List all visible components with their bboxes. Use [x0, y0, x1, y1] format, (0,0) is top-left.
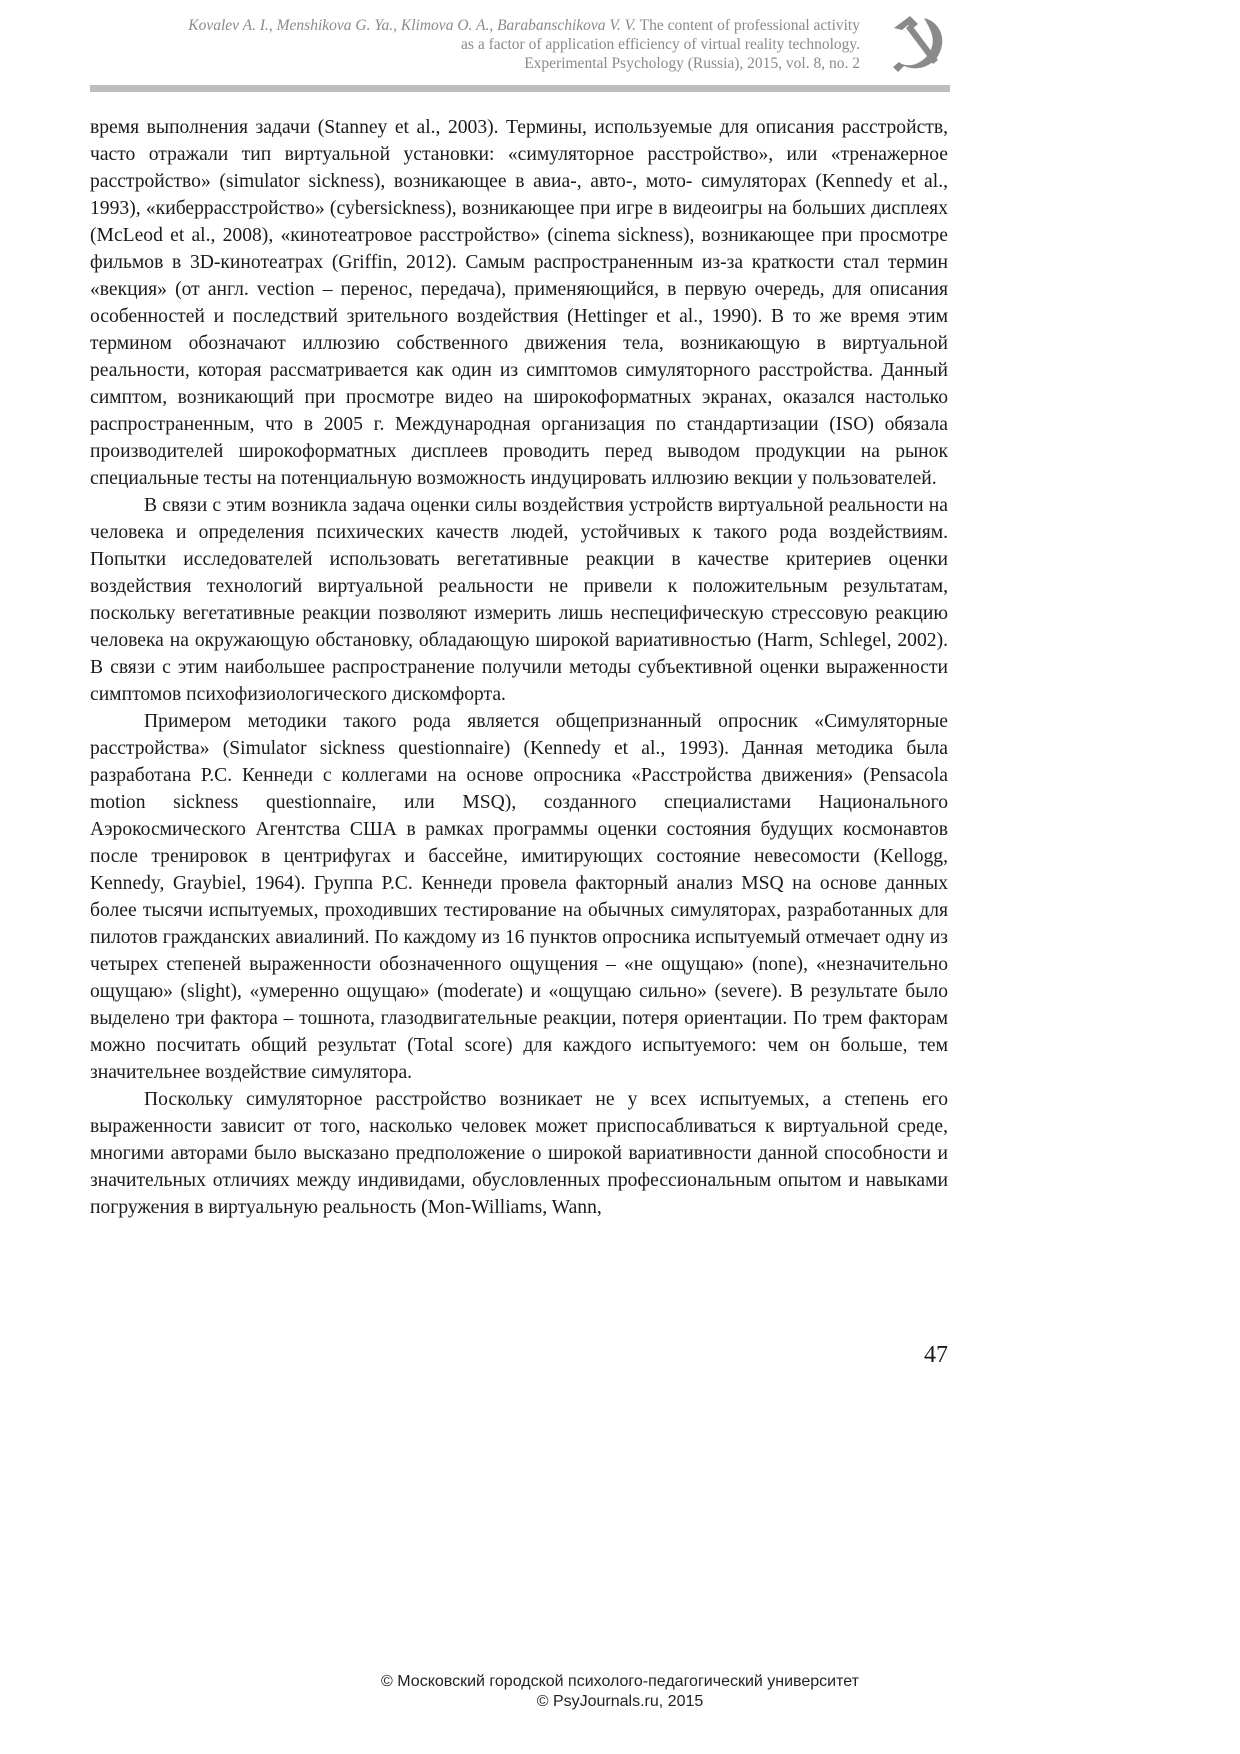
page-number: 47 [924, 1342, 948, 1368]
footer-line-1: © Московский городской психолого-педагогический университет [381, 1673, 859, 1690]
header-title-line-1: The content of professional activity [639, 17, 860, 34]
footer-line-2: © PsyJournals.ru, 2015 [536, 1693, 704, 1710]
article-body [90, 114, 948, 1221]
header-citation [188, 16, 860, 73]
paragraph-2: В связи с этим возникла задача оценки силы воздействия устройств виртуальной реальности на человека и определения психических качеств людей, устойчивых к такого рода воздействиям. Попытки исследователей использовать вегетативные реакции в качестве критериев оценки воздействия технологий виртуальной реальности не привели к положительным результатам, поскольку вегетативные реакции позволяют измерить лишь неспецифическую стрессовую реакцию человека на окружающую обстановку, обладающую широкой вариативностью (Harm, Schlegel, 2002). В связи с этим наибольшее распространение получили методы субъективной оценки выраженности симптомов психофизиологического дискомфорта. [90, 495, 948, 705]
header-rule [90, 85, 950, 92]
paragraph-1: время выполнения задачи (Stanney et al., 2003). Термины, используемые для описания расстройств, часто отражали тип виртуальной установки: «симуляторное расстройство», или «тренажерное расстройство» (simulator sickness), возникающее в авиа-, авто-, мото- симуляторах (Kennedy et al., 1993), «киберрасстройство» (cybersickness), возникающее при игре в видеоигры на больших дисплеях (McLeod et al., 2008), «кинотеатровое расстройство» (cinema sickness), возникающее при просмотре фильмов в 3D-кинотеатрах (Griffin, 2012). Самым распространенным из-за краткости стал термин «векция» (от англ. vection – перенос, передача), применяющийся, в первую очередь, для описания особенностей и последствий зрительного воздействия (Hettinger et al., 1990). В то же время этим термином обозначают иллюзию собственного движения тела, возникающую в виртуальной реальности, которая рассматривается как один из симптомов симуляторного расстройства. Данный симптом, возникающий при просмотре видео на широкоформатных экранах, оказался настолько распространенным, что в 2005 г. Международная организация по стандартизации (ISO) обязала производителей широкоформатных дисплеев проводить перед выводом продукции на рынок специальные тесты на потенциальную возможность индуцировать иллюзию векции у пользователей. [90, 117, 948, 489]
paragraph-4: Поскольку симуляторное расстройство возникает не у всех испытуемых, а степень его выраженности зависит от того, насколько человек может приспосабливаться к виртуальной среде, многими авторами было высказано предположение о широкой вариативности данной способности и значительных отличиях между индивидами, обусловленных профессиональным опытом и навыками погружения в виртуальную реальность (Mon-Williams, Wann, [90, 1089, 948, 1218]
running-header [90, 12, 950, 72]
header-journal: Experimental Psychology (Russia), 2015, vol. 8, no. 2 [524, 55, 860, 72]
header-authors: Kovalev A. I., Menshikova G. Ya., Klimova O. A., Barabanschikova V. V. [188, 17, 636, 34]
header-title-line-2: as a factor of application efficiency of virtual reality technology. [461, 36, 860, 53]
paragraph-3: Примером методики такого рода является общепризнанный опросник «Симуляторные расстройства» (Simulator sickness questionnaire) (Kennedy et al., 1993). Данная методика была разработана Р.С. Кеннеди с коллегами на основе опросника «Расстройства движения» (Pensacola motion sickness questionnaire, или MSQ), созданного специалистами Национального Аэрокосмического Агентства США в рамках программы оценки состояния будущих космонавтов после тренировок в центрифугах и бассейне, имитирующих состояние невесомости (Kellogg, Kennedy, Graybiel, 1964). Группа Р.С. Кеннеди провела факторный анализ MSQ на основе данных более тысячи испытуемых, проходивших тестирование на обычных симуляторах, разработанных для пилотов гражданских авиалиний. По каждому из 16 пунктов опросника испытуемый отмечает одну из четырех степеней выраженности обозначенного ощущения – «не ощущаю» (none), «незначительно ощущаю» (slight), «умеренно ощущаю» (moderate) и «ощущаю сильно» (severe). В результате было выделено три фактора – тошнота, глазодвигательные реакции, потеря ориентации. По трем факторам можно посчитать общий результат (Total score) для каждого испытуемого: чем он больше, тем значительнее воздействие симулятора. [90, 711, 948, 1083]
copyright-footer [0, 1672, 1240, 1712]
hammer-sickle-logo-icon [884, 12, 950, 78]
header-line-1 [188, 16, 860, 35]
